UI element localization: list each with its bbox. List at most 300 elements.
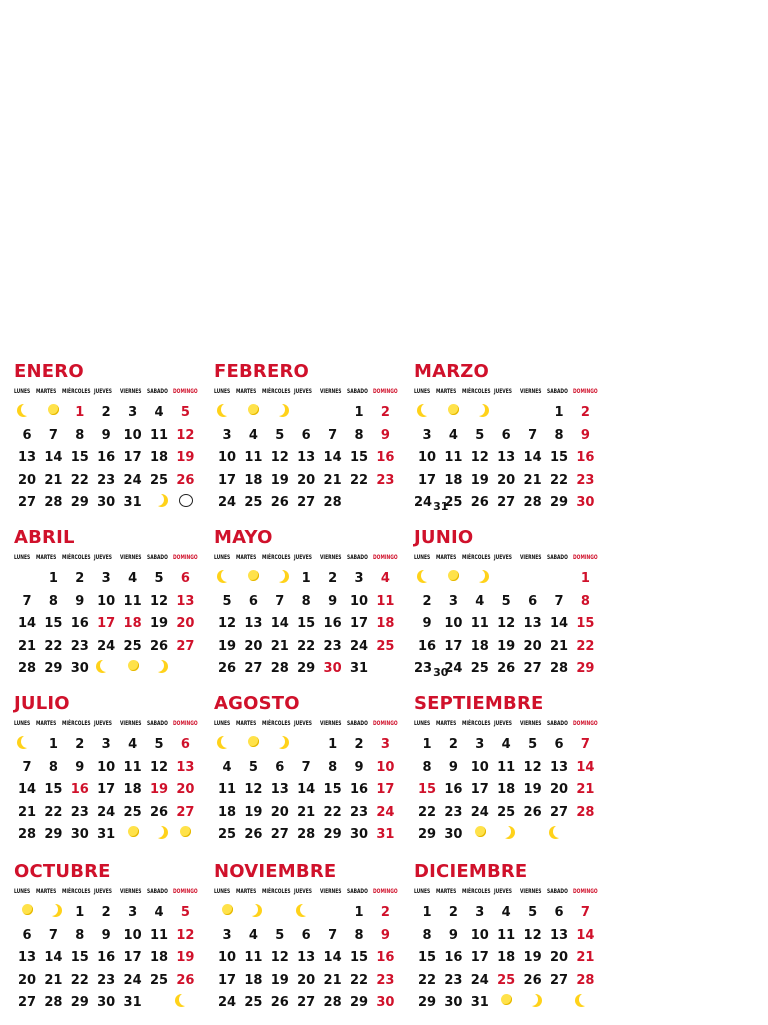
day-cell: 10 — [123, 427, 142, 443]
waning-moon-icon — [272, 403, 285, 416]
day-cell: 1 — [328, 737, 338, 752]
day-cell: 30 — [349, 827, 369, 843]
weekday-label: MIÉRCOLES — [462, 388, 491, 395]
day-cell: 9 — [354, 759, 364, 775]
weekday-label: LUNES — [414, 888, 431, 895]
day-cell: 21 — [17, 804, 37, 820]
day-cell: 26 — [176, 972, 195, 988]
month-title: JULIO — [14, 693, 70, 714]
day-cell: 28 — [576, 972, 595, 988]
day-cell: 16 — [70, 782, 89, 798]
day-cell: 13 — [17, 450, 37, 466]
day-cell: 31 — [376, 827, 395, 843]
day-cell: 12 — [217, 616, 237, 632]
day-cell: 7 — [275, 593, 285, 609]
day-cell: 9 — [448, 927, 458, 943]
day-cell: 16 — [376, 950, 395, 966]
day-cell: 9 — [580, 427, 590, 443]
moon-phase-icon — [146, 824, 172, 846]
day-cell: 19 — [523, 782, 542, 798]
day-cell: 25 — [123, 804, 142, 820]
weekday-label: JUEVES — [94, 388, 112, 395]
weekday-label: SÁBADO — [147, 888, 168, 895]
day-cell: 7 — [22, 759, 32, 775]
day-cell: 9 — [101, 427, 111, 443]
day-cell: 12 — [270, 950, 289, 966]
weekday-label: VIERNES — [520, 888, 542, 895]
weekday-label: DOMINGO — [373, 388, 398, 395]
day-cell: 18 — [217, 804, 237, 820]
day-cell: 6 — [301, 927, 311, 943]
weekday-label: SÁBADO — [347, 888, 368, 895]
full-moon-icon — [448, 404, 459, 415]
moon-phase-icon — [293, 402, 319, 424]
day-cell: 28 — [323, 995, 342, 1011]
moon-phase-icon — [93, 658, 119, 680]
crescent-moon-icon — [21, 735, 34, 748]
day-cell: 9 — [75, 593, 85, 609]
day-cell: 1 — [301, 571, 311, 586]
full-moon-icon — [448, 570, 459, 581]
moon-phase-icon — [14, 902, 40, 924]
weekday-label: DOMINGO — [173, 720, 198, 727]
day-cell: 28 — [44, 495, 63, 511]
full-moon-icon — [222, 904, 233, 915]
weekday-header — [14, 719, 214, 728]
weekday-label: DOMINGO — [373, 720, 398, 727]
day-cell: 12 — [244, 782, 263, 798]
day-cell: 22 — [297, 638, 316, 654]
day-cell: 25 — [444, 495, 463, 511]
day-cell: 29 — [576, 661, 595, 677]
day-cell: 21 — [270, 638, 289, 654]
weekday-label: MIÉRCOLES — [462, 554, 491, 561]
day-cell: 20 — [244, 638, 263, 654]
day-cell: 13 — [297, 950, 316, 966]
day-cell: 13 — [549, 759, 569, 775]
weekday-label: MARTES — [236, 888, 257, 895]
day-cell: 30 — [576, 495, 595, 511]
day-cell: 26 — [149, 638, 169, 654]
weekday-header — [14, 887, 214, 896]
moon-phase-icon — [267, 402, 293, 424]
day-cell: 30 — [97, 495, 116, 511]
weekday-header — [414, 887, 614, 896]
crescent-moon-icon — [553, 825, 566, 838]
day-cell: 22 — [349, 972, 369, 988]
day-cell: 24 — [349, 638, 369, 654]
day-cell: 28 — [17, 827, 37, 843]
day-cell: 27 — [270, 827, 289, 843]
crescent-moon-icon — [221, 569, 234, 582]
day-cell: 19 — [497, 638, 516, 654]
weekday-label: VIERNES — [120, 720, 142, 727]
day-cell: 1 — [580, 571, 590, 586]
day-cell: 19 — [149, 782, 169, 798]
day-cell: 26 — [217, 661, 237, 677]
day-cell: 21 — [523, 472, 542, 488]
full-moon-icon — [501, 994, 512, 1005]
weekday-label: JUEVES — [94, 554, 112, 561]
day-cell: 14 — [576, 927, 595, 943]
weekday-label: MIÉRCOLES — [262, 388, 291, 395]
weekday-label: VIERNES — [120, 554, 142, 561]
day-number-overflow: 31 — [433, 500, 449, 514]
month-septiembre — [414, 692, 614, 857]
day-cell: 17 — [376, 782, 395, 798]
day-cell: 27 — [497, 495, 516, 511]
day-cell: 17 — [97, 616, 116, 632]
day-cell: 26 — [523, 804, 542, 820]
day-cell: 4 — [222, 759, 232, 775]
day-cell: 14 — [297, 782, 316, 798]
full-moon-icon — [180, 826, 191, 837]
day-cell: 4 — [128, 571, 138, 586]
month-enero — [14, 360, 214, 525]
day-cell: 18 — [497, 782, 516, 798]
waning-moon-icon — [151, 659, 164, 672]
full-moon-icon — [48, 404, 59, 415]
day-cell: 19 — [217, 638, 237, 654]
day-cell: 4 — [501, 737, 511, 752]
day-cell: 13 — [176, 759, 195, 775]
day-cell: 18 — [123, 782, 142, 798]
crescent-moon-icon — [179, 993, 192, 1006]
moon-phase-icon — [467, 824, 493, 846]
day-cell: 26 — [270, 495, 289, 511]
day-cell: 22 — [44, 638, 63, 654]
day-cell: 16 — [444, 782, 463, 798]
day-cell: 17 — [97, 782, 116, 798]
day-cell: 31 — [97, 827, 116, 843]
day-cell: 21 — [576, 950, 595, 966]
day-cell: 11 — [217, 782, 237, 798]
day-cell: 30 — [444, 995, 463, 1011]
weekday-label: LUNES — [214, 888, 231, 895]
day-cell: 2 — [422, 593, 432, 609]
weekday-label: LUNES — [14, 388, 31, 395]
waning-moon-icon — [472, 569, 485, 582]
month-title: NOVIEMBRE — [214, 861, 337, 882]
moon-phase-icon — [172, 492, 198, 514]
day-cell: 30 — [444, 827, 463, 843]
full-moon-icon — [248, 736, 259, 747]
day-cell: 28 — [576, 804, 595, 820]
day-cell: 15 — [44, 782, 63, 798]
day-cell: 11 — [497, 927, 516, 943]
day-cell: 4 — [475, 593, 485, 609]
moon-phase-icon — [493, 402, 519, 424]
moon-phase-icon — [14, 402, 40, 424]
day-cell: 16 — [417, 638, 437, 654]
day-cell: 25 — [470, 661, 489, 677]
day-cell: 25 — [123, 638, 142, 654]
weekday-label: SÁBADO — [147, 720, 168, 727]
weekday-label: JUEVES — [494, 888, 512, 895]
day-cell: 11 — [444, 450, 463, 466]
day-cell: 22 — [70, 972, 89, 988]
day-cell: 30 — [376, 995, 395, 1011]
moon-phase-icon — [267, 568, 293, 590]
weekday-label: MARTES — [36, 720, 57, 727]
month-title: MAYO — [214, 527, 273, 548]
day-cell: 14 — [17, 616, 37, 632]
day-cell: 19 — [270, 972, 289, 988]
day-cell: 3 — [448, 593, 458, 609]
day-cell: 9 — [101, 927, 111, 943]
day-cell: 8 — [301, 593, 311, 609]
day-cell: 26 — [497, 661, 516, 677]
moon-phase-icon — [520, 824, 546, 846]
weekday-header — [414, 553, 614, 562]
day-cell: 4 — [248, 427, 258, 443]
day-cell: 15 — [44, 616, 63, 632]
day-cell: 4 — [501, 905, 511, 920]
day-cell: 16 — [444, 950, 463, 966]
day-cell: 5 — [501, 593, 511, 609]
weekday-label: SÁBADO — [147, 388, 168, 395]
weekday-label: DOMINGO — [173, 888, 198, 895]
weekday-label: MIÉRCOLES — [62, 554, 91, 561]
day-cell: 16 — [576, 450, 595, 466]
day-cell: 23 — [97, 972, 116, 988]
moon-phase-icon — [172, 992, 198, 1014]
day-cell: 3 — [222, 927, 232, 943]
day-cell: 28 — [297, 827, 316, 843]
day-cell: 15 — [70, 450, 89, 466]
weekday-label: SÁBADO — [547, 888, 568, 895]
weekday-label: SÁBADO — [347, 388, 368, 395]
day-cell: 21 — [44, 972, 63, 988]
day-cell: 8 — [75, 427, 85, 443]
waning-moon-icon — [245, 903, 258, 916]
day-cell: 1 — [554, 405, 564, 420]
day-cell: 23 — [323, 638, 342, 654]
day-cell: 28 — [523, 495, 542, 511]
day-cell: 15 — [349, 450, 369, 466]
weekday-header — [14, 553, 214, 562]
day-cell: 23 — [576, 472, 595, 488]
day-cell: 8 — [580, 593, 590, 609]
moon-phase-icon — [293, 734, 319, 756]
weekday-label: DOMINGO — [173, 554, 198, 561]
day-cell: 9 — [328, 593, 338, 609]
moon-phase-icon — [293, 902, 319, 924]
weekday-header — [214, 719, 414, 728]
weekday-label: LUNES — [14, 720, 31, 727]
weekday-header — [414, 719, 614, 728]
day-cell: 20 — [297, 472, 316, 488]
moon-phase-icon — [493, 568, 519, 590]
day-cell: 24 — [470, 804, 489, 820]
day-cell: 21 — [323, 972, 342, 988]
day-cell: 3 — [380, 737, 390, 752]
day-cell: 10 — [444, 616, 463, 632]
weekday-label: MARTES — [436, 888, 457, 895]
day-cell: 4 — [128, 737, 138, 752]
day-cell: 22 — [549, 472, 569, 488]
moon-phase-icon — [120, 658, 146, 680]
moon-phase-icon — [546, 824, 572, 846]
day-cell: 12 — [149, 759, 169, 775]
day-cell: 23 — [444, 972, 463, 988]
day-cell: 3 — [128, 905, 138, 920]
day-cell: 22 — [70, 472, 89, 488]
day-cell: 18 — [149, 950, 169, 966]
weekday-label: DOMINGO — [173, 388, 198, 395]
waning-moon-icon — [151, 825, 164, 838]
day-cell: 25 — [497, 972, 516, 988]
day-cell: 20 — [497, 472, 516, 488]
day-cell: 2 — [354, 737, 364, 752]
day-cell: 4 — [154, 905, 164, 920]
day-cell: 8 — [354, 427, 364, 443]
weekday-label: MARTES — [436, 388, 457, 395]
weekday-label: MARTES — [436, 554, 457, 561]
day-cell: 26 — [270, 995, 289, 1011]
weekday-label: SÁBADO — [347, 554, 368, 561]
moon-phase-icon — [214, 402, 240, 424]
crescent-moon-icon — [100, 659, 113, 672]
day-cell: 29 — [44, 661, 63, 677]
moon-phase-icon — [440, 568, 466, 590]
day-cell: 24 — [217, 495, 237, 511]
day-cell: 6 — [22, 927, 32, 943]
day-cell: 13 — [176, 593, 195, 609]
weekday-label: LUNES — [214, 554, 231, 561]
day-cell: 23 — [70, 804, 89, 820]
day-cell: 14 — [576, 759, 595, 775]
day-cell: 26 — [523, 972, 542, 988]
day-cell: 31 — [470, 995, 489, 1011]
weekday-label: LUNES — [14, 888, 31, 895]
day-cell: 24 — [123, 972, 142, 988]
day-cell: 9 — [422, 616, 432, 632]
month-title: AGOSTO — [214, 693, 300, 714]
day-cell: 30 — [323, 661, 342, 677]
day-cell: 15 — [323, 782, 342, 798]
day-cell: 8 — [328, 759, 338, 775]
day-cell: 10 — [470, 759, 489, 775]
day-cell: 20 — [176, 782, 195, 798]
day-cell: 10 — [217, 450, 237, 466]
day-cell: 27 — [17, 495, 37, 511]
day-cell: 8 — [422, 759, 432, 775]
weekday-label: VIERNES — [120, 888, 142, 895]
weekday-label: MIÉRCOLES — [262, 720, 291, 727]
day-cell: 5 — [528, 737, 538, 752]
moon-phase-icon — [146, 658, 172, 680]
day-cell: 16 — [376, 450, 395, 466]
weekday-header — [214, 387, 414, 396]
day-cell: 29 — [549, 495, 569, 511]
day-cell: 29 — [70, 995, 89, 1011]
day-number: 24 — [414, 495, 433, 511]
day-cell: 25 — [149, 972, 169, 988]
day-cell: 10 — [123, 927, 142, 943]
day-cell: 11 — [244, 950, 263, 966]
day-cell: 8 — [422, 927, 432, 943]
day-cell: 16 — [70, 616, 89, 632]
day-cell: 25 — [244, 495, 263, 511]
day-cell: 10 — [417, 450, 437, 466]
day-cell: 31 — [123, 995, 142, 1011]
day-cell: 9 — [75, 759, 85, 775]
day-cell: 17 — [470, 782, 489, 798]
day-cell: 11 — [470, 616, 489, 632]
day-cell: 1 — [48, 737, 58, 752]
weekday-label: LUNES — [414, 388, 431, 395]
day-cell: 14 — [44, 950, 63, 966]
day-cell: 18 — [244, 472, 263, 488]
weekday-label: MIÉRCOLES — [262, 554, 291, 561]
month-title: SEPTIEMBRE — [414, 693, 544, 714]
month-octubre — [14, 860, 214, 1025]
weekday-label: LUNES — [214, 720, 231, 727]
day-cell: 4 — [380, 571, 390, 586]
day-cell: 6 — [180, 571, 190, 586]
day-cell: 18 — [470, 638, 489, 654]
day-cell: 4 — [448, 427, 458, 443]
day-cell: 15 — [417, 782, 437, 798]
day-cell: 27 — [523, 661, 542, 677]
day-cell: 24 — [470, 972, 489, 988]
weekday-label: JUEVES — [94, 888, 112, 895]
month-title: JUNIO — [414, 527, 474, 548]
weekday-header — [414, 387, 614, 396]
day-cell: 25 — [497, 804, 516, 820]
day-cell: 19 — [470, 472, 489, 488]
crescent-moon-icon — [221, 735, 234, 748]
day-cell: 22 — [576, 638, 595, 654]
day-cell: 17 — [417, 472, 437, 488]
day-cell: 16 — [323, 616, 342, 632]
day-cell: 22 — [349, 472, 369, 488]
day-cell: 11 — [376, 593, 395, 609]
day-cell: 30 — [97, 995, 116, 1011]
day-cell: 29 — [323, 827, 342, 843]
moon-phase-icon — [214, 568, 240, 590]
weekday-label: DOMINGO — [573, 888, 598, 895]
crescent-moon-icon — [221, 403, 234, 416]
weekday-header — [214, 887, 414, 896]
weekday-label: SÁBADO — [547, 388, 568, 395]
weekday-label: MIÉRCOLES — [462, 720, 491, 727]
day-cell: 11 — [497, 759, 516, 775]
day-cell: 21 — [576, 782, 595, 798]
day-cell: 27 — [297, 495, 316, 511]
day-cell: 14 — [549, 616, 569, 632]
day-cell: 3 — [128, 405, 138, 420]
day-cell: 20 — [297, 972, 316, 988]
day-cell: 26 — [244, 827, 263, 843]
day-cell: 21 — [297, 804, 316, 820]
full-moon-icon — [128, 660, 139, 671]
day-cell: 23 — [444, 804, 463, 820]
moon-phase-icon — [572, 992, 598, 1014]
moon-phase-icon — [493, 824, 519, 846]
day-cell: 15 — [417, 950, 437, 966]
day-cell: 24 — [217, 995, 237, 1011]
day-cell: 18 — [497, 950, 516, 966]
day-cell: 19 — [523, 950, 542, 966]
day-cell: 19 — [149, 616, 169, 632]
day-cell: 1 — [422, 737, 432, 752]
day-cell: 25 — [217, 827, 237, 843]
day-cell: 24 — [444, 661, 463, 677]
weekday-label: MIÉRCOLES — [262, 888, 291, 895]
day-cell: 28 — [270, 661, 289, 677]
